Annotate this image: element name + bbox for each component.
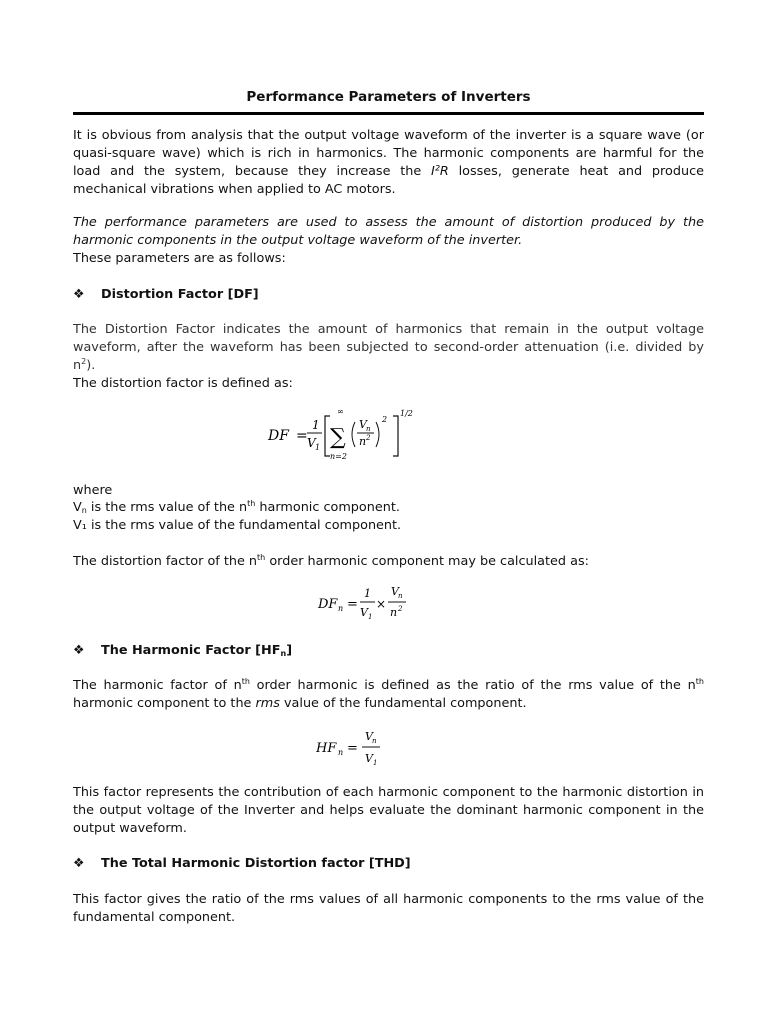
title-underline <box>73 112 704 115</box>
vn-sub: n <box>81 506 87 515</box>
where-label: where <box>73 483 113 498</box>
hf-heading-sub: n <box>280 649 287 658</box>
dfn-lhs: DF <box>318 597 338 612</box>
vn-text-end: harmonic component. <box>255 500 400 515</box>
dfn-equals: = <box>347 597 358 612</box>
thd-heading-text: The Total Harmonic Distortion factor [THD] <box>101 856 411 871</box>
dfn-lead <box>73 553 704 571</box>
dfn-vn: V <box>391 585 399 598</box>
hfn-equals: = <box>347 741 358 756</box>
intro-paragraph <box>73 127 704 199</box>
hf-text-b: order harmonic is defined as the ratio of the rms value of the n <box>249 678 696 693</box>
heading-distortion-factor <box>73 286 704 304</box>
dfn-one: 1 <box>364 587 371 600</box>
intro-text-end: losses, generate heat and produce mechanical vibrations when applied to AC motors. <box>73 164 704 197</box>
vn-sup: th <box>247 499 256 508</box>
df-one: 1 <box>312 418 320 432</box>
dfn-times: × <box>376 597 387 611</box>
df-vn-sub: n <box>366 425 371 433</box>
parameters-lead: These parameters are as follows: <box>73 251 286 266</box>
hfn-v1-sub: 1 <box>373 759 378 767</box>
vn-definition <box>73 499 704 517</box>
dfn-lead-text: The distortion factor of the n <box>73 554 258 569</box>
v1-definition: V₁ is the rms value of the fundamental component. <box>73 518 402 533</box>
df-v1: V <box>307 436 316 450</box>
vn-text: is the rms value of the n <box>86 500 248 515</box>
heading-thd <box>73 855 704 873</box>
df-defined: The distortion factor is defined as: <box>73 376 293 391</box>
hfn-vn-sub: n <box>372 737 377 745</box>
diamond-bullet-icon: ❖ <box>73 643 85 658</box>
df-lhs: DF <box>268 428 289 444</box>
hf-sup-2: th <box>695 677 704 686</box>
dfn-vn-sub: n <box>398 592 403 600</box>
intro-text: It is obvious from analysis that the output voltage waveform of the inverter is a square wave (or quasi-square wave) which is rich in harmonics. The harmonic components are harmful for the load and the system, because they increase the <box>73 128 704 179</box>
hfn-v1: V <box>365 752 373 765</box>
hfn-vn: V <box>365 730 373 743</box>
df-equals: = <box>296 428 308 444</box>
i2r-term: I²R <box>431 164 449 179</box>
hf-description <box>73 677 704 713</box>
hf-text-a: The harmonic factor of n <box>73 678 242 693</box>
hf-contribution: This factor represents the contribution of each harmonic component to the harmonic distortion in the output voltage of the Inverter and helps evaluate the dominant harmonic component in the output waveform. <box>73 785 704 836</box>
hfn-lhs: HF <box>316 741 337 756</box>
diamond-bullet-icon: ❖ <box>73 856 85 871</box>
dfn-lhs-sub: n <box>338 604 344 613</box>
dfn-v1-sub: 1 <box>368 613 373 621</box>
df-v1-sub: 1 <box>315 443 321 452</box>
df-sum: ∑ <box>330 425 346 450</box>
hf-heading-end: ] <box>286 643 293 658</box>
hf-heading-text: The Harmonic Factor [HF <box>101 643 281 658</box>
hf-text-c: harmonic component to the <box>73 696 256 711</box>
df-n: n <box>359 435 367 448</box>
thd-description: This factor gives the ratio of the rms values of all harmonic components to the rms value of the fundamental component. <box>73 892 704 925</box>
df-desc-end: ). <box>86 358 96 373</box>
df-half-exp: 1/2 <box>400 409 413 418</box>
hf-sup-1: th <box>241 677 250 686</box>
heading-harmonic-factor <box>73 642 704 660</box>
equation-hfn <box>316 726 396 774</box>
df-desc-text: The Distortion Factor indicates the amount of harmonics that remain in the output voltage waveform, after the waveform has been subjected to second-order attenuation (i.e. divided by n <box>73 322 704 373</box>
df-outer-exp: 2 <box>382 415 388 424</box>
heading-text: Distortion Factor [DF] <box>101 287 259 302</box>
equation-dfn <box>316 582 416 630</box>
df-desc-sup: 2 <box>81 357 87 366</box>
df-n-exp: 2 <box>366 434 371 442</box>
df-sum-lower: n=2 <box>330 452 347 461</box>
diamond-bullet-icon: ❖ <box>73 287 85 302</box>
performance-note: The performance parameters are used to assess the amount of distortion produced by the harmonic components in the output voltage waveform of the inverter. <box>73 215 704 248</box>
df-description <box>73 321 704 375</box>
equation-df <box>262 404 432 468</box>
df-sum-upper: ∞ <box>337 407 344 416</box>
df-vn: V <box>359 418 367 431</box>
dfn-lead-sup: th <box>257 553 266 562</box>
dfn-lead-end: order harmonic component may be calculated as: <box>265 554 589 569</box>
dfn-n-exp: 2 <box>398 605 403 613</box>
dfn-n: n <box>390 606 398 619</box>
hf-rms: rms <box>255 696 280 711</box>
dfn-v1: V <box>360 606 368 619</box>
vn-v: V <box>73 500 82 515</box>
page-title: Performance Parameters of Inverters <box>246 89 531 105</box>
hfn-lhs-sub: n <box>338 748 344 757</box>
hf-text-d: value of the fundamental component. <box>279 696 527 711</box>
